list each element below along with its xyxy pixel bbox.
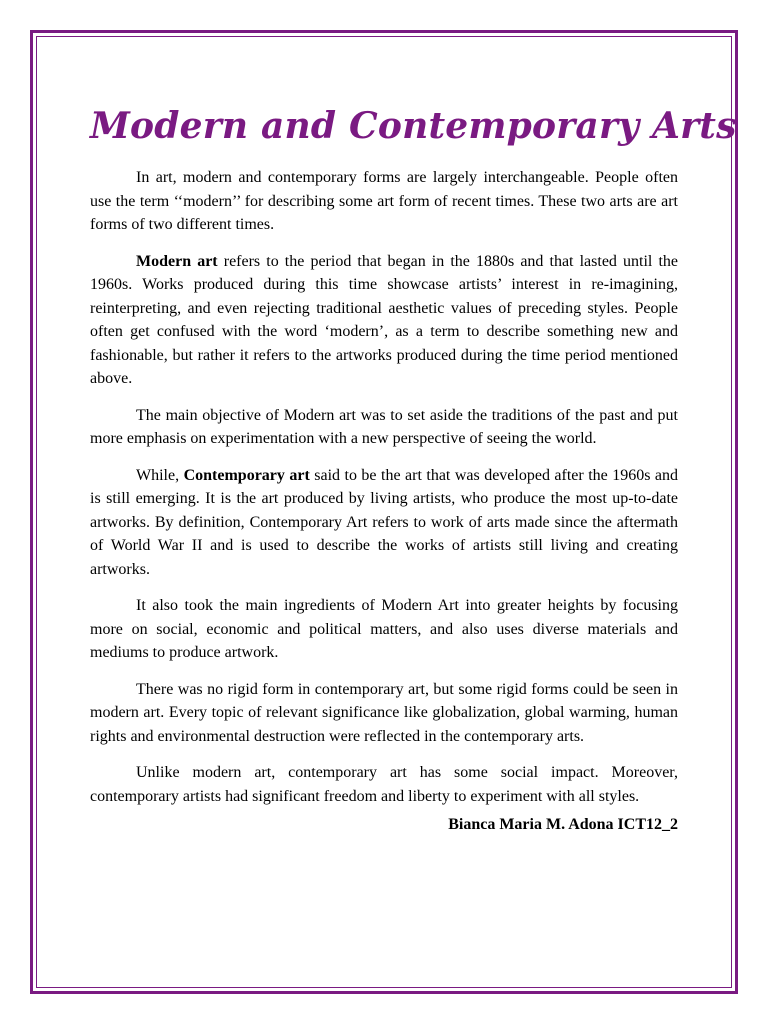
paragraph-rigid-form-text: There was no rigid form in contemporary art, but some rigid forms could be seen in modern art. Every topic of relevant significance like globalization, global warming, human rights and environmental destruction were reflected in the contemporary arts. (90, 680, 678, 745)
paragraph-social-impact-text: Unlike modern art, contemporary art has some social impact. Moreover, contemporary artists had significant freedom and liberty to experiment with all styles. (90, 764, 678, 805)
paragraph-modern-objective (90, 404, 678, 451)
paragraph-ingredients (90, 594, 678, 665)
paragraph-modern-art-text: refers to the period that began in the 1880s and that lasted until the 1960s. Works produced during this time showcase artists’ interest in re-imagining, reinterpreting, and even rejecting traditional aesthetic values of preceding styles. People often get confused with the word ‘modern’, as a term to describe something new and fashionable, but rather it refers to the artworks produced during the time period mentioned above. (90, 252, 679, 387)
paragraph-contemporary-art-text: said to be the art that was developed after the 1960s and is still emerging. It is the art produced by living artists, who produce the most up-to-date artworks. By definition, Contemporary Art refers to work of arts made since the aftermath of World War II and is used to describe the works of artists still living and creating artworks. (90, 466, 679, 578)
term-modern-art: Modern art (136, 252, 218, 270)
paragraph-intro (90, 166, 678, 237)
paragraph-modern-art (90, 250, 678, 391)
document-title: Modern and Contemporary Arts (90, 105, 737, 147)
author-signature: Bianca Maria M. Adona ICT12_2 (448, 816, 678, 833)
paragraph-contemporary-art (90, 464, 678, 582)
paragraph-ingredients-text: It also took the main ingredients of Modern Art into greater heights by focusing more on social, economic and political matters, and also uses diverse materials and mediums to produce artwork. (90, 597, 678, 661)
paragraph-rigid-form (90, 678, 678, 749)
paragraph-social-impact (90, 761, 678, 808)
document-page (90, 100, 737, 836)
paragraph-intro-text: In art, modern and contemporary forms are largely interchangeable. People often use the term ‘‘modern’’ for describing some art form of recent times. These two arts are art forms of two different times. (90, 169, 678, 233)
term-contemporary-art: Contemporary art (183, 466, 310, 484)
paragraph-contemporary-art-pre: While, (136, 466, 184, 484)
paragraph-modern-objective-text: The main objective of Modern art was to set aside the traditions of the past and put more emphasis on experimentation with a new perspective of seeing the world. (90, 406, 678, 447)
